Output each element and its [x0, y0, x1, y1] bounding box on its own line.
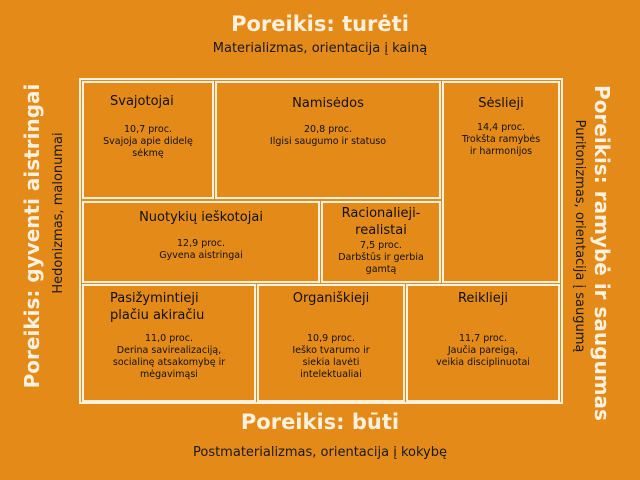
segment-svajotojai — [82, 81, 214, 199]
segment-percent: 11,7 proc. — [459, 333, 507, 344]
segment-percent: 11,0 proc. — [145, 333, 193, 344]
top-need-title: Poreikis: turėti — [231, 12, 409, 36]
segment-name: Nuotykių ieškotojai — [139, 210, 263, 225]
segment-description: Gyvena aistringai — [159, 250, 243, 261]
segment-description: Derina savirealizaciją, socialinę atsakomybę ir mėgavimąsi — [112, 345, 226, 380]
segment-pasizymintieji-placiu-akiraciu — [82, 284, 256, 402]
segment-description: Ieško tvarumo ir siekia lavėti intelektualiai — [292, 345, 370, 380]
segment-sleslieji — [442, 81, 560, 283]
segment-namisedos — [215, 81, 441, 199]
bottom-need-title: Poreikis: būti — [240, 410, 400, 434]
segment-description: Svajoja apie didelę sėkmę — [103, 136, 193, 159]
left-need-subtitle: Hedonizmas, malonumai — [51, 132, 66, 294]
segment-reiklieji — [406, 284, 560, 402]
segment-percent: 20,8 proc. — [304, 124, 352, 135]
segment-name: Organiškieji — [292, 291, 370, 306]
segment-nuotykiu-ieskotojai — [82, 201, 320, 283]
segment-percent: 7,5 proc. — [360, 240, 402, 251]
segment-description: Trokšta ramybės ir harmonijos — [461, 134, 541, 157]
segment-organiskieji — [257, 284, 405, 402]
segment-percent: 14,4 proc. — [477, 122, 525, 133]
segment-percent: 12,9 proc. — [177, 238, 225, 249]
segment-racionalieji-realistai — [321, 201, 441, 283]
right-need-title: Poreikis: ramybė ir saugumas — [590, 85, 614, 421]
segment-map — [79, 78, 563, 404]
segment-name: Sėslieji — [478, 96, 524, 111]
segment-percent: 10,7 proc. — [124, 124, 172, 135]
segment-percent: 10,9 proc. — [307, 333, 355, 344]
segment-name: Pasižymintieji plačiu akiračiu — [110, 291, 205, 323]
segment-description: Darbštūs ir gerbia gamtą — [338, 252, 424, 275]
segment-description: Jaučia pareigą, veikia disciplinuotai — [436, 345, 530, 368]
bottom-need-subtitle: Postmaterializmas, orientacija į kokybę — [192, 445, 447, 460]
right-need-subtitle: Puritonizmas, orientacija į saugumą — [572, 119, 587, 353]
left-need-title: Poreikis: gyventi aistringai — [20, 83, 44, 389]
segment-name: Namisėdos — [292, 96, 364, 111]
segment-description: Ilgisi saugumo ir statuso — [269, 136, 387, 147]
segment-name: Svajotojai — [110, 94, 174, 109]
top-need-subtitle: Materializmas, orientacija į kainą — [212, 41, 428, 56]
segment-name: Racionalieji- realistai — [341, 206, 421, 238]
segment-name: Reiklieji — [457, 291, 509, 306]
